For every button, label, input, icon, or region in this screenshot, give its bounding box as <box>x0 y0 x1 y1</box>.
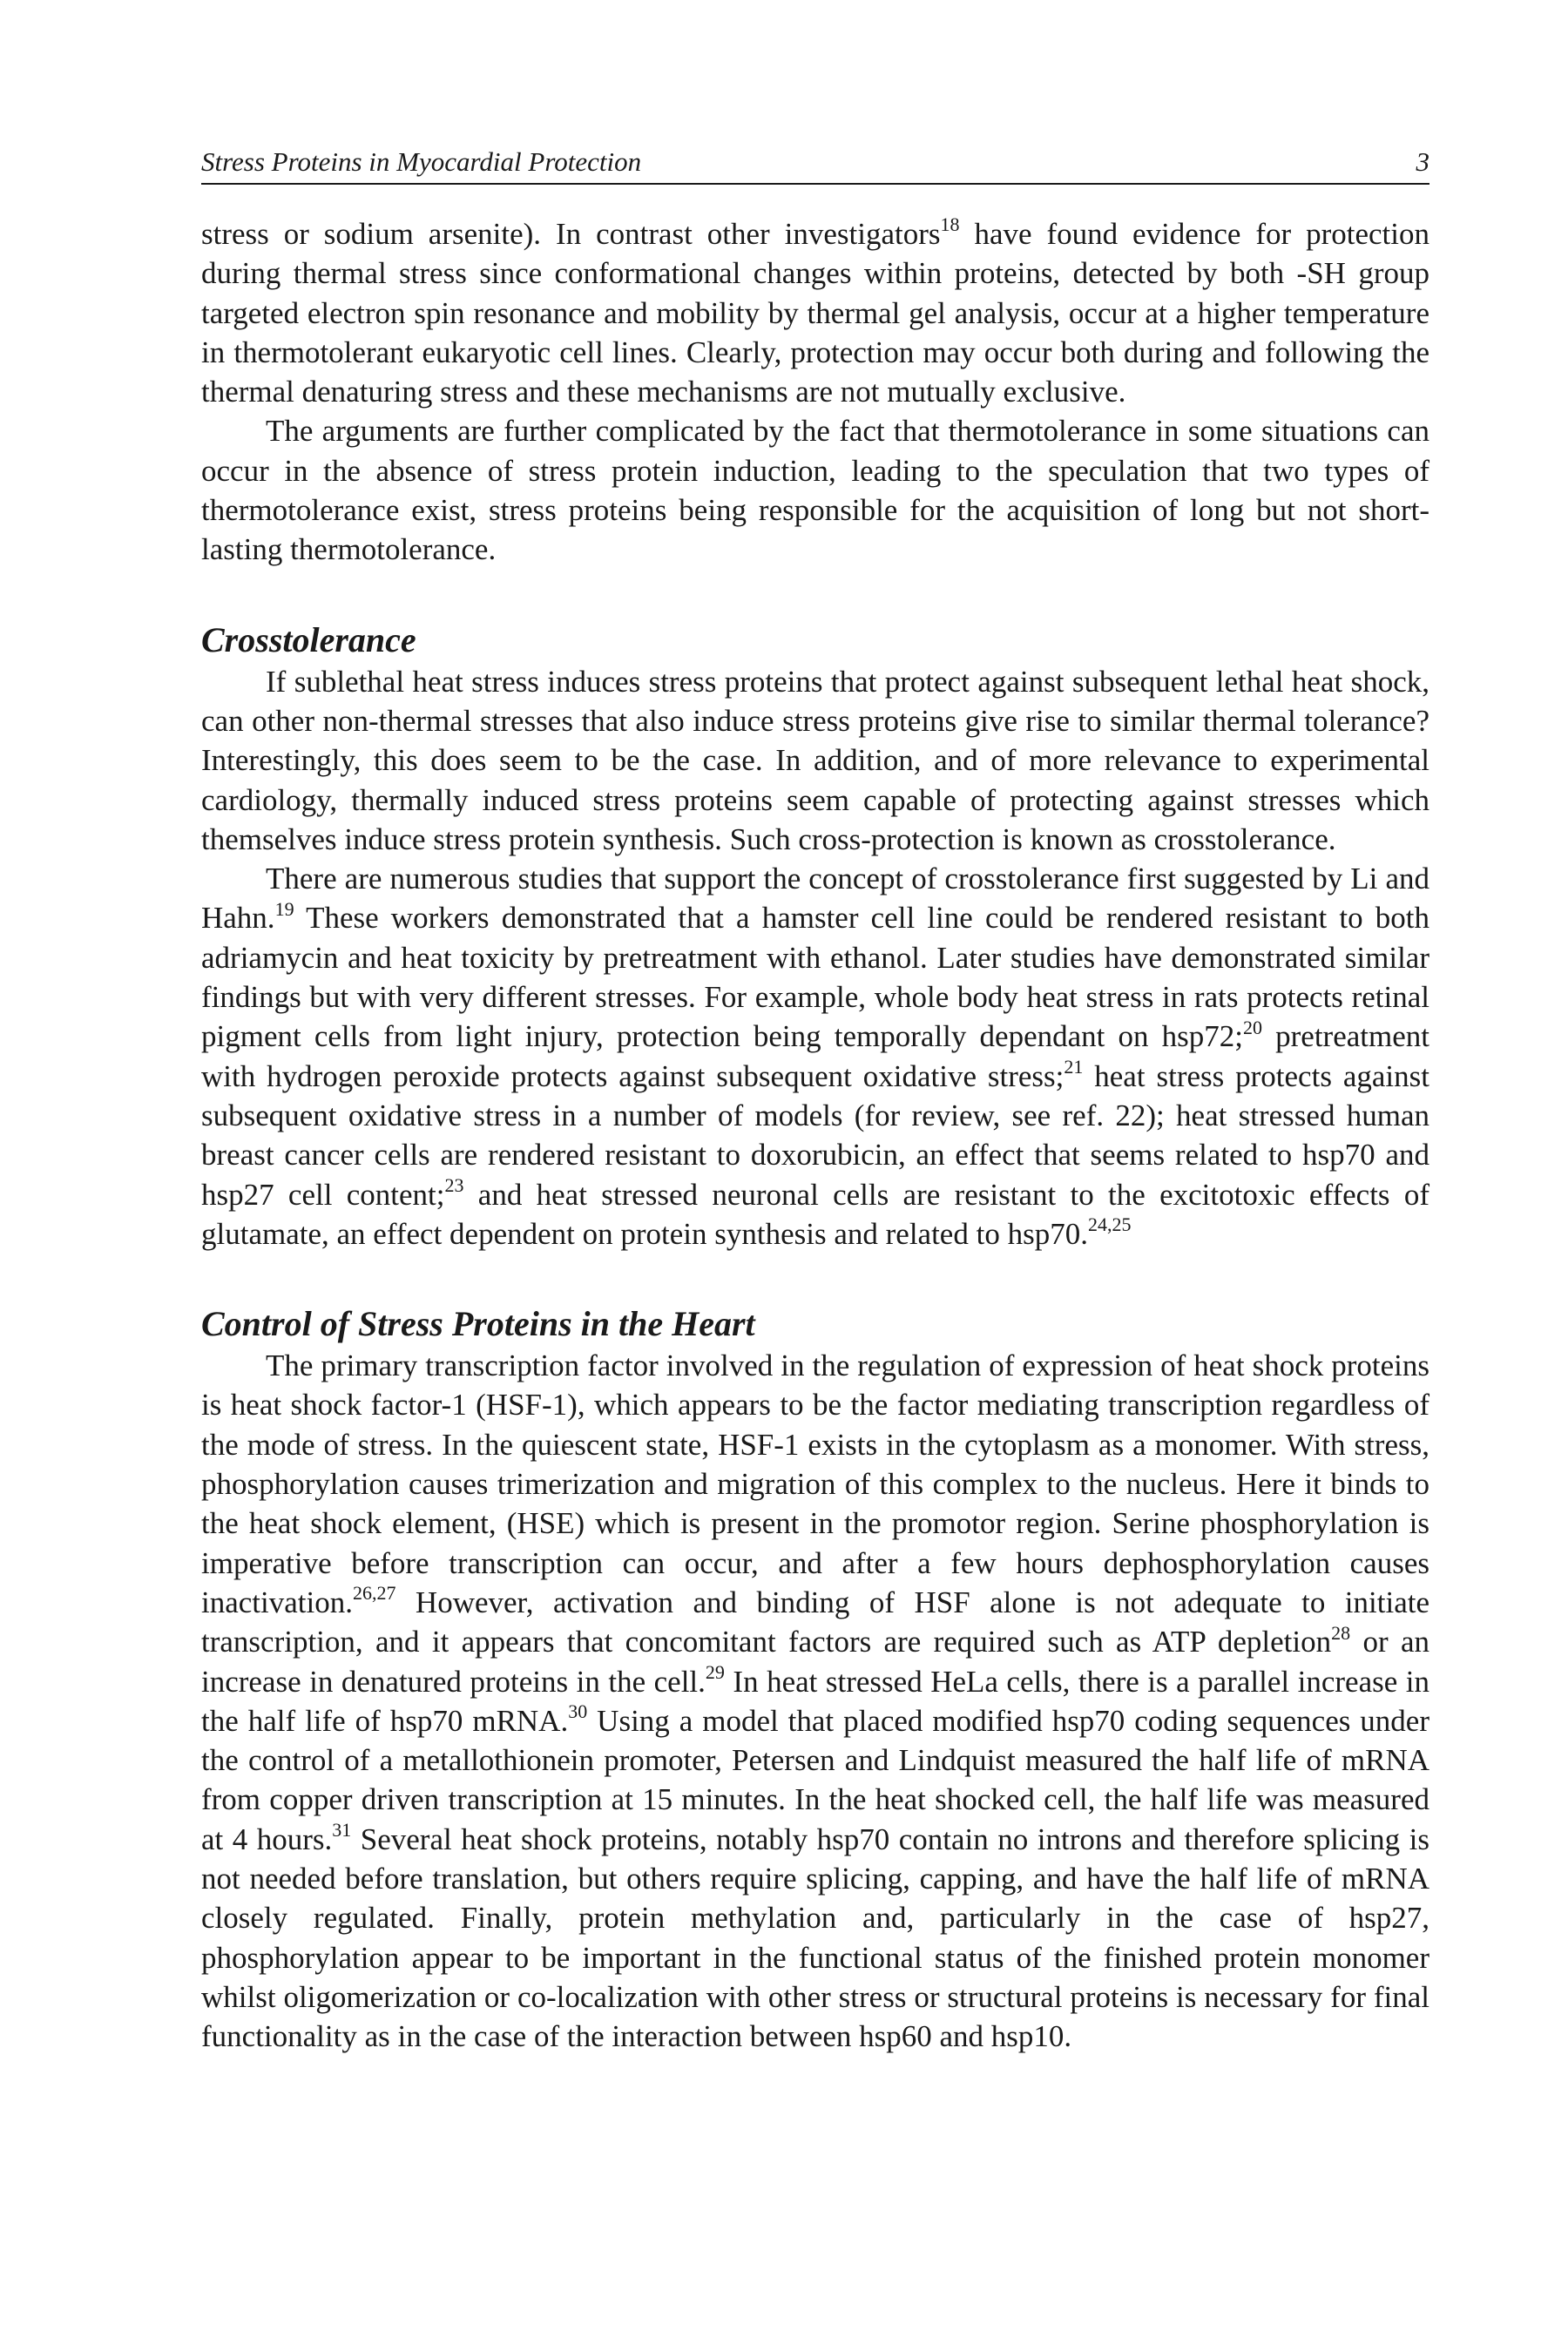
section-heading-crosstolerance: Crosstolerance <box>201 619 416 659</box>
paragraph-crosstolerance-studies: There are numerous studies that support the concept of crosstolerance first suggested by Li and Hahn.$^{19}$ These workers demonstrated that a hamster cell line could be rendered resistant to both adriamycin and heat toxicity by pretreatment with ethanol. Later studies have demonstrated similar findings but with very different stresses. For example, whole body heat stress in rats protects retinal pigment cells from light injury, protection being temporally dependant on hsp72;$^{20}$ pretreatment with hydrogen peroxide protects against subsequent oxidative stress;$^{21}$ heat stress protects against subsequent oxidative stress in a number of models (for review, see ref. 22); heat stressed human breast cancer cells are rendered resistant to doxorubicin, an effect that seems related to hsp70 and hsp27 cell content;$^{23}$ and heat stressed neuronal cells are resistant to the excitotoxic effects of glutamate, an effect dependent on protein synthesis and related to hsp70.$^{24,25}$ <box>201 862 1429 1251</box>
citation-superscript: 28 <box>1331 1621 1351 1644</box>
section-heading-control: Control of Stress Proteins in the Heart <box>201 1304 755 1344</box>
citation-superscript: 24,25 <box>1087 1213 1132 1236</box>
citation-superscript: 30 <box>568 1700 588 1723</box>
citation-superscript: 20 <box>1243 1016 1262 1038</box>
citation-superscript: 29 <box>705 1660 725 1683</box>
paragraph-thermotolerance-types: The arguments are further complicated by the fact that thermotolerance in some situations can occur in the absence of stress protein induction, leading to the speculation that two types of thermotolerance exist, stress proteins being responsible for the acquisition of long but not short-lasting thermotolerance. <box>201 414 1429 567</box>
citation-superscript: 26,27 <box>352 1582 396 1605</box>
paragraph-thermal-protection: stress or sodium arsenite). In contrast other investigators$^{18}$ have found evidence for protection during thermal stress since conformational changes within proteins, detected by both -SH group targeted electron spin resonance and mobility by thermal gel analysis, occur at a higher temperature in thermotolerant eukaryotic cell lines. Clearly, protection may occur both during and following the thermal denaturing stress and these mechanisms are not mutually exclusive. <box>201 213 1429 409</box>
running-header <box>201 139 1429 185</box>
citation-superscript: 18 <box>940 213 960 236</box>
paragraph-control-transcription: The primary transcription factor involved in the regulation of expression of heat shock proteins is heat shock factor-1 (HSF-1), which appears to be the factor mediating transcription regardless of the mode of stress. In the quiescent state, HSF-1 exists in the cytoplasm as a monomer. With stress, phosphorylation causes trimerization and migration of this complex to the nucleus. Here it binds to the heat shock element, (HSE) which is present in the promotor region. Serine phosphorylation is imperative before transcription can occur, and after a few hours dephosphorylation causes inactivation.$^{26,27}$ However, activation and binding of HSF alone is not adequate to initiate transcription, and it appears that concomitant factors are required such as ATP depletion$^{28}$ or an increase in denatured proteins in the cell.$^{29}$ In heat stressed HeLa cells, there is a parallel increase in the half life of hsp70 mRNA.$^{30}$ Using a model that placed modified hsp70 coding sequences under the control of a metallothionein promoter, Petersen and Lindquist measured the half life of mRNA from copper driven transcription at 15 minutes. In the heat shocked cell, the half life was measured at 4 hours.$^{31}$ Several heat shock proteins, notably hsp70 contain no introns and therefore splicing is not needed before translation, but others require splicing, capping, and have the half life of mRNA closely regulated. Finally, protein methylation and, particularly in the case of hsp27, phosphorylation appear to be important in the functional status of the finished protein monomer whilst oligomerization or co-localization with other stress or structural proteins is necessary for final functionality as in the case of the interaction between hsp60 and hsp10. <box>201 1348 1429 2054</box>
page-number: 3 <box>1416 146 1429 177</box>
body-text <box>201 185 1429 2056</box>
paragraph-crosstolerance-intro: If sublethal heat stress induces stress proteins that protect against subsequent lethal heat shock, can other non-thermal stresses that also induce stress proteins give rise to similar thermal tolerance? Interestingly, this does seem to be the case. In addition, and of more relevance to experimental cardiology, thermally induced stress proteins seem capable of protecting against stresses which themselves induce stress protein synthesis. Such cross-protection is known as crosstolerance. <box>201 664 1429 856</box>
document-page <box>201 139 1429 2056</box>
running-title: Stress Proteins in Myocardial Protection <box>201 146 642 177</box>
citation-superscript: 19 <box>274 897 294 920</box>
citation-superscript: 23 <box>444 1173 464 1196</box>
citation-superscript: 31 <box>332 1819 352 1842</box>
citation-superscript: 21 <box>1064 1055 1084 1078</box>
